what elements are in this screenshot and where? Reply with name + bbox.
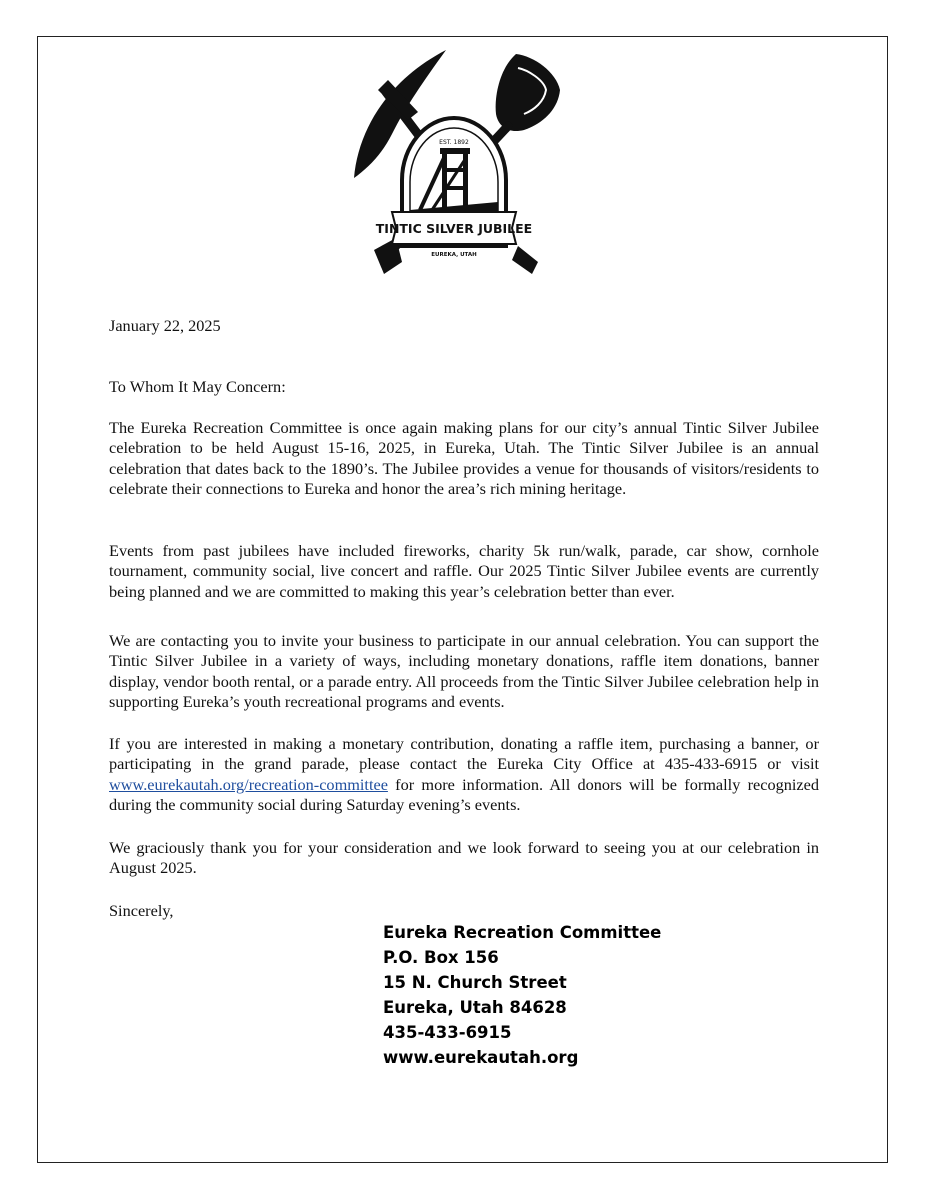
logo-est-text: EST. 1892 — [439, 139, 469, 146]
paragraph-intro: The Eureka Recreation Committee is once again making plans for our city’s annual Tintic Silver Jubilee celebration to be held August 15-16, 2025, in Eureka, Utah. The Tintic Silver Jubilee is an annual celebration that dates back to the 1890’s. The Jubilee provides a venue for thousands of visitors/residents to celebrate their connections to Eureka and honor the area’s rich mining heritage. — [109, 418, 819, 499]
paragraph-thanks: We graciously thank you for your consideration and we look forward to seeing you at our celebration in August 2025. — [109, 838, 819, 878]
paragraph-invitation: We are contacting you to invite your business to participate in our annual celebration. You can support the Tintic Silver Jubilee in a variety of ways, including monetary donations, raffle item donations, banner display, vendor booth rental, or a parade entry. All proceeds from the Tintic Silver Jubilee celebration help in supporting Eureka’s youth recreational programs and events. — [109, 631, 819, 712]
letter-date: January 22, 2025 — [109, 316, 221, 335]
letter-closing: Sincerely, — [109, 901, 174, 920]
signature-street: 15 N. Church Street — [383, 973, 567, 992]
signature-phone: 435-433-6915 — [383, 1023, 512, 1042]
letter-salutation: To Whom It May Concern: — [109, 377, 286, 396]
logo-location-text: EUREKA, UTAH — [431, 252, 477, 258]
contact-text-after: for more information. All donors will be formally recognized during the community social during Saturday evening’s events. — [109, 774, 819, 815]
paragraph-events: Events from past jubilees have included fireworks, charity 5k run/walk, parade, car show, cornhole tournament, community social, live concert and raffle. Our 2025 Tintic Silver Jubilee events are currently being planned and we are committed to making this year’s celebration better than ever. — [109, 541, 819, 601]
contact-text-before: If you are interested in making a monetary contribution, donating a raffle item, purchasing a banner, or participating in the grand parade, please contact the Eureka City Office at 435-433-6915 or visit — [109, 734, 819, 774]
signature-org: Eureka Recreation Committee — [383, 923, 662, 942]
paragraph-contact — [109, 734, 819, 816]
logo-banner-text: TINTIC SILVER JUBILEE — [375, 221, 533, 236]
signature-website: www.eurekautah.org — [383, 1048, 579, 1067]
signature-block — [383, 920, 661, 1070]
recreation-committee-link[interactable]: www.eurekautah.org/recreation-committee — [109, 774, 388, 794]
signature-po-box: P.O. Box 156 — [383, 948, 499, 967]
tintic-silver-jubilee-logo — [348, 50, 560, 282]
signature-city: Eureka, Utah 84628 — [383, 998, 567, 1017]
